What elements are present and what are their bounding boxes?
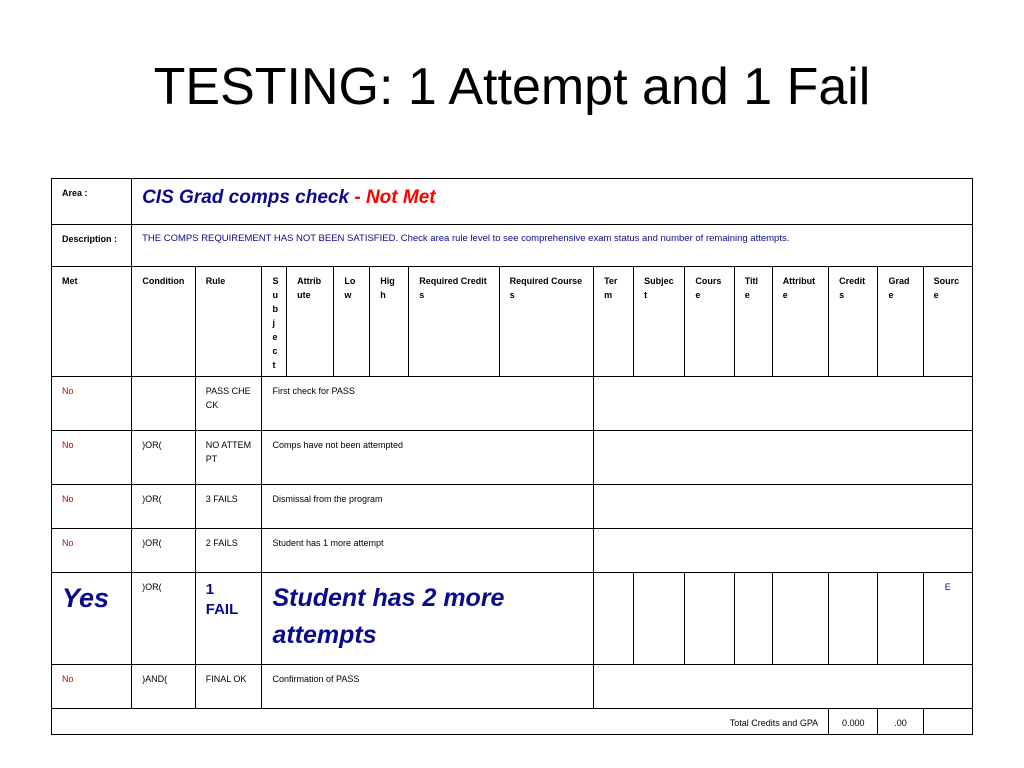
title-cell (734, 573, 772, 665)
met-cell (52, 573, 132, 665)
totals-row (52, 709, 973, 735)
rule-cell (195, 573, 262, 665)
rule-cell: 2 FAILS (195, 529, 262, 573)
column-header: Attribute (287, 267, 334, 377)
course-cell (685, 573, 734, 665)
met-cell: No (52, 431, 132, 485)
rule-description-cell: First check for PASS (262, 377, 594, 431)
column-header: Subject (634, 267, 685, 377)
column-header: Source (923, 267, 972, 377)
column-header: Grade (878, 267, 923, 377)
attribute-cell (772, 573, 828, 665)
column-header: Term (594, 267, 634, 377)
description-value: THE COMPS REQUIREMENT HAS NOT BEEN SATISFIED. Check area rule level to see comprehensive exam status and number of remaining attempts. (132, 225, 973, 267)
source-cell: E (923, 573, 972, 665)
column-header: High (370, 267, 409, 377)
column-header: Required Courses (499, 267, 593, 377)
course-detail-cell (594, 529, 973, 573)
column-header: Required Credits (409, 267, 499, 377)
total-credits: 0.000 (829, 709, 878, 735)
column-header: Met (52, 267, 132, 377)
table-row (52, 529, 973, 573)
condition-cell: )OR( (132, 529, 196, 573)
column-header: Rule (195, 267, 262, 377)
term-cell (594, 573, 634, 665)
course-detail-cell (594, 431, 973, 485)
description-label: Description : (52, 225, 132, 267)
rule-fail-text: 1 FAIL (205, 581, 239, 618)
table-row-met (52, 573, 973, 665)
description-row (52, 225, 973, 267)
area-separator: - (349, 187, 366, 208)
rule-cell: FINAL OK (195, 665, 262, 709)
rule-cell: PASS CHECK (195, 377, 262, 431)
total-gpa: .00 (878, 709, 923, 735)
totals-label: Total Credits and GPA (52, 709, 829, 735)
rule-description-cell: Dismissal from the program (262, 485, 594, 529)
condition-cell: )OR( (132, 431, 196, 485)
column-header: Low (334, 267, 370, 377)
grade-cell (878, 573, 923, 665)
condition-cell (132, 377, 196, 431)
column-header: Attribute (772, 267, 828, 377)
rule-description-cell: Comps have not been attempted (262, 431, 594, 485)
met-cell: No (52, 665, 132, 709)
course-detail-cell (594, 665, 973, 709)
area-label: Area : (52, 179, 132, 225)
course-detail-cell (594, 485, 973, 529)
column-header-row (52, 267, 973, 377)
column-header: Title (734, 267, 772, 377)
table-row (52, 485, 973, 529)
column-header: Condition (132, 267, 196, 377)
rule-description-cell: Student has 1 more attempt (262, 529, 594, 573)
slide-title: TESTING: 1 Attempt and 1 Fail (153, 58, 871, 116)
rule-cell: 3 FAILS (195, 485, 262, 529)
rule-description-cell: Confirmation of PASS (262, 665, 594, 709)
table-row (52, 665, 973, 709)
condition-cell: )OR( (132, 485, 196, 529)
column-header: Subject (262, 267, 287, 377)
degree-audit-table (51, 178, 973, 735)
table-row (52, 431, 973, 485)
condition-cell: )AND( (132, 665, 196, 709)
met-cell: No (52, 529, 132, 573)
totals-empty-cell (923, 709, 972, 735)
met-yes-text: Yes (62, 583, 110, 613)
credits-cell (829, 573, 878, 665)
area-value: CIS Grad comps check (142, 187, 350, 208)
met-cell: No (52, 485, 132, 529)
area-status: Not Met (365, 187, 436, 208)
column-header: Course (685, 267, 734, 377)
area-value-cell (132, 179, 973, 225)
met-cell: No (52, 377, 132, 431)
table-row (52, 377, 973, 431)
column-header: Credits (829, 267, 878, 377)
rule-cell: NO ATTEMPT (195, 431, 262, 485)
subject-cell (634, 573, 685, 665)
area-row (52, 179, 973, 225)
course-detail-cell (594, 377, 973, 431)
rule-description-cell (262, 573, 594, 665)
rule-description-text: Student has 2 more attempts (272, 584, 505, 649)
condition-cell: )OR( (132, 573, 196, 665)
